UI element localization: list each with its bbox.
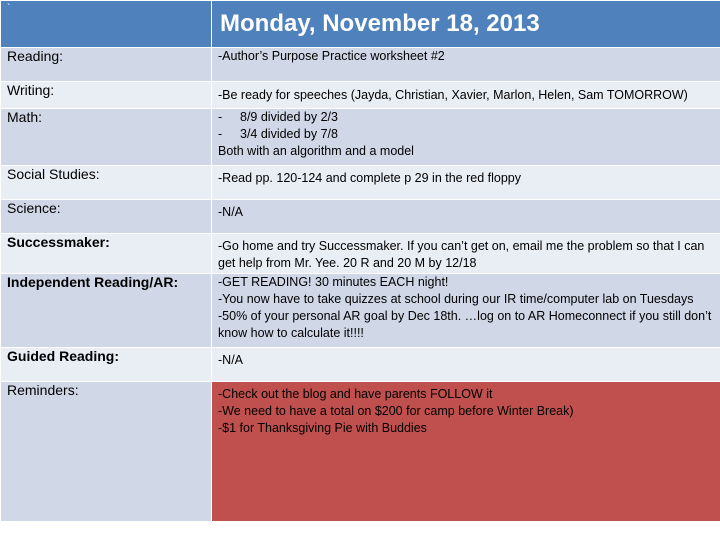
row-guided-reading (1, 348, 720, 382)
content-line: -Read pp. 120-124 and complete p 29 in the red floppy (218, 171, 521, 185)
bullet-marker: - (218, 127, 223, 141)
content-line: -GET READING! 30 minutes EACH night! (218, 275, 449, 289)
content-line: -You now have to take quizzes at school during our IR time/computer lab on Tuesdays (218, 292, 694, 306)
row-content (212, 274, 720, 348)
content-line: -N/A (218, 205, 243, 219)
row-content (212, 48, 720, 82)
row-social-studies (1, 166, 720, 200)
row-reminders (1, 382, 720, 522)
row-label: Successmaker: (1, 234, 212, 274)
content-line: -Be ready for speeches (Jayda, Christian, Xavier, Marlon, Helen, Sam TOMORROW) (218, 88, 688, 102)
row-content (212, 109, 720, 166)
row-label: Writing: (1, 82, 212, 109)
row-reading (1, 48, 720, 82)
row-successmaker (1, 234, 720, 274)
row-content (212, 166, 720, 200)
header-corner-cell: ` (1, 1, 212, 48)
row-label: Social Studies: (1, 166, 212, 200)
bullet-text: 3/4 divided by 7/8 (240, 127, 338, 141)
row-content (212, 348, 720, 382)
bullet-text: 8/9 divided by 2/3 (240, 110, 338, 124)
row-label: Reading: (1, 48, 212, 82)
content-line: -Check out the blog and have parents FOLLOW it (218, 387, 493, 401)
row-content (212, 234, 720, 274)
row-label: Science: (1, 200, 212, 234)
content-line: -Go home and try Successmaker. If you can’t get on, email me the problem so that I can get help from Mr. Yee. 20 R and 20 M by 12/18 (218, 239, 705, 270)
row-label: Reminders: (1, 382, 212, 522)
content-bullet (218, 109, 714, 126)
content-line: -We need to have a total on $200 for camp before Winter Break) (218, 404, 574, 418)
page-title: Monday, November 18, 2013 (212, 1, 720, 48)
content-line: -50% of your personal AR goal by Dec 18th. …log on to AR Homeconnect if you still don’t know how to calculate it!!!! (218, 309, 712, 340)
content-line: -Author’s Purpose Practice worksheet #2 (218, 49, 445, 63)
row-label: Guided Reading: (1, 348, 212, 382)
header-row (1, 1, 720, 48)
content-line: -$1 for Thanksgiving Pie with Buddies (218, 421, 427, 435)
row-content (212, 82, 720, 109)
content-line: -N/A (218, 353, 243, 367)
bullet-marker: - (218, 110, 223, 124)
reminders-content (212, 382, 720, 522)
row-content (212, 200, 720, 234)
content-line: Both with an algorithm and a model (218, 144, 414, 158)
row-science (1, 200, 720, 234)
content-bullet (218, 126, 714, 143)
row-math (1, 109, 720, 166)
row-label: Independent Reading/AR: (1, 274, 212, 348)
row-label: Math: (1, 109, 212, 166)
row-writing (1, 82, 720, 109)
row-independent-reading (1, 274, 720, 348)
